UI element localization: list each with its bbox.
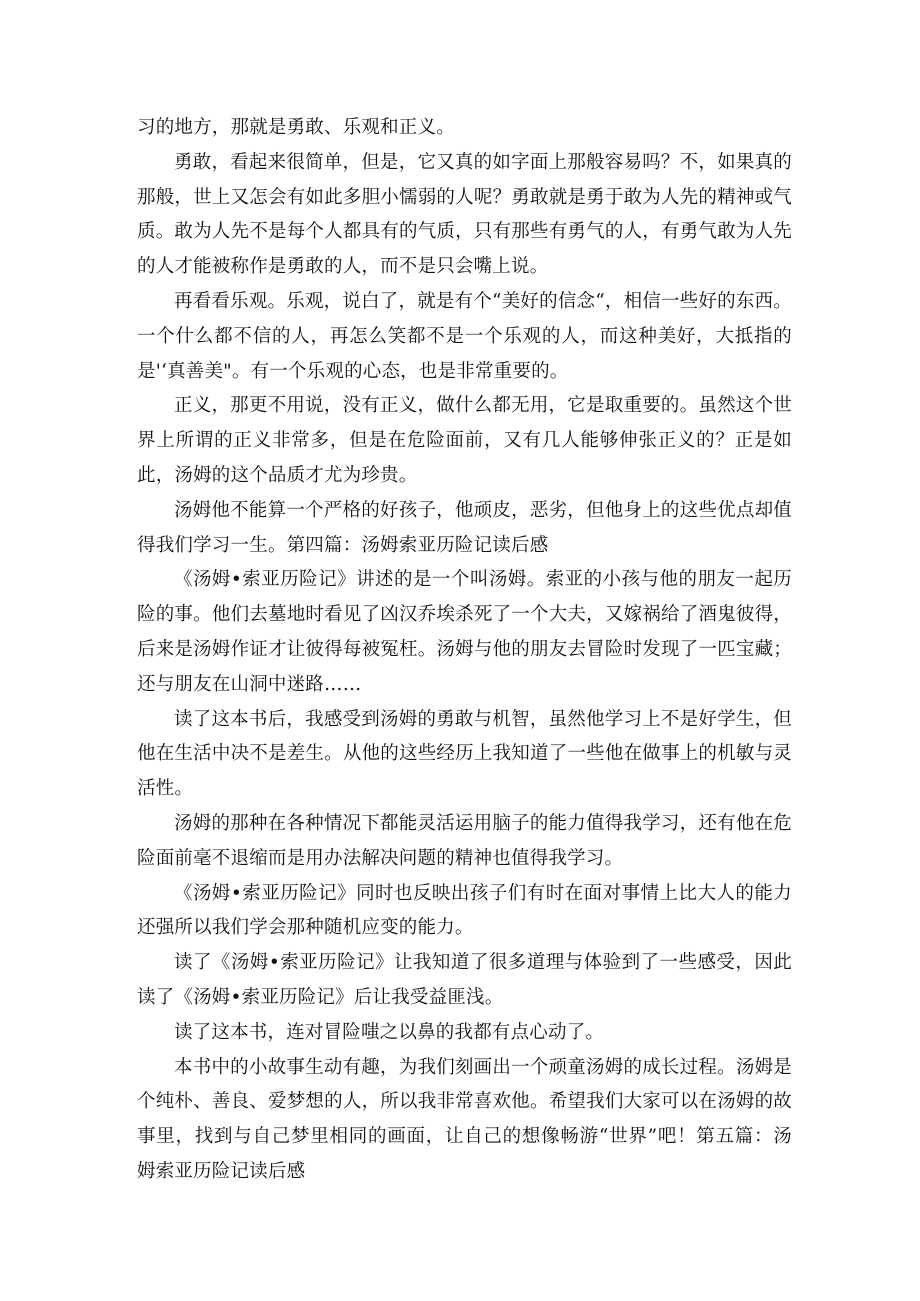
- paragraph-optimism: 再看看乐观。乐观，说白了，就是有个“美好的信念“，相信一些好的东西。一个什么都不信的人，再怎么笑都不是一个乐观的人，而这种美好，大抵指的是'‘真善美"。有一个乐观的心态，也是非常重要的。: [137, 290, 792, 382]
- paragraph-adventure: 读了这本书，连对冒险嗤之以鼻的我都有点心动了。: [174, 1021, 605, 1043]
- paragraph-justice: 正义，那更不用说，没有正义，做什么都无用，它是取重要的。虽然这个世界上所谓的正义非常多，但是在危险面前，又有几人能够伸张正义的？正是如此，汤姆的这个品质才尤为珍贵。: [137, 395, 792, 486]
- paragraph-continuation: 习的地方，那就是勇敢、乐观和正义。: [137, 117, 455, 138]
- paragraph-learning: 汤姆的那种在各种情况下都能灵活运用脑子的能力值得我学习，还有他在危险面前毫不退缩而是用办法解决问题的精神也值得我学习。: [137, 812, 792, 869]
- paragraph-final-part-five-heading: 本书中的小故事生动有趣，为我们刻画出一个顽童汤姆的成长过程。汤姆是个纯朴、善良、爱梦想的人，所以我非常喜欢他。希望我们大家可以在汤姆的故事里，找到与自己梦里相同的画面，让自己的想像畅游“世界”吧！第五篇：汤姆索亚历险记读后感: [137, 1056, 792, 1182]
- document-body: [137, 111, 792, 1190]
- paragraph-conclusion-part-four-heading: 汤姆他不能算一个严格的好孩子，他顽皮，恶劣，但他身上的这些优点却值得我们学习一生。第四篇：汤姆索亚历险记读后感: [137, 499, 792, 556]
- paragraph-benefit: 读了《汤姆•索亚历险记》让我知道了很多道理与体验到了一些感受，因此读了《汤姆•索亚历险记》后让我受益匪浅。: [137, 952, 792, 1008]
- paragraph-impression: 读了这本书后，我感受到汤姆的勇敢与机智，虽然他学习上不是好学生，但他在生活中决不是差生。从他的这些经历上我知道了一些他在做事上的机敏与灵活性。: [137, 708, 792, 800]
- paragraph-bravery: 勇敢，看起来很简单，但是，它又真的如字面上那般容易吗？不，如果真的那般，世上又怎会有如此多胆小懦弱的人呢？勇敢就是勇于敢为人先的精神或气质。敢为人先不是每个人都具有的气质，只有那些有勇气的人，有勇气敢为人先的人才能被称作是勇敢的人，而不是只会嘴上说。: [137, 151, 792, 278]
- paragraph-children-ability: 《汤姆•索亚历险记》同时也反映出孩子们有时在面对事情上比大人的能力还强所以我们学会那种随机应变的能力。: [137, 882, 792, 939]
- paragraph-story-summary: 《汤姆•索亚历险记》讲述的是一个叫汤姆。索亚的小孩与他的朋友一起历险的事。他们去墓地时看见了凶汉乔埃杀死了一个大夫，又嫁祸给了酒鬼彼得，后来是汤姆作证才让彼得每被冤枉。汤姆与他的朋友去冒险时发现了一匹宝藏；还与朋友在山洞中迷路……: [137, 569, 792, 695]
